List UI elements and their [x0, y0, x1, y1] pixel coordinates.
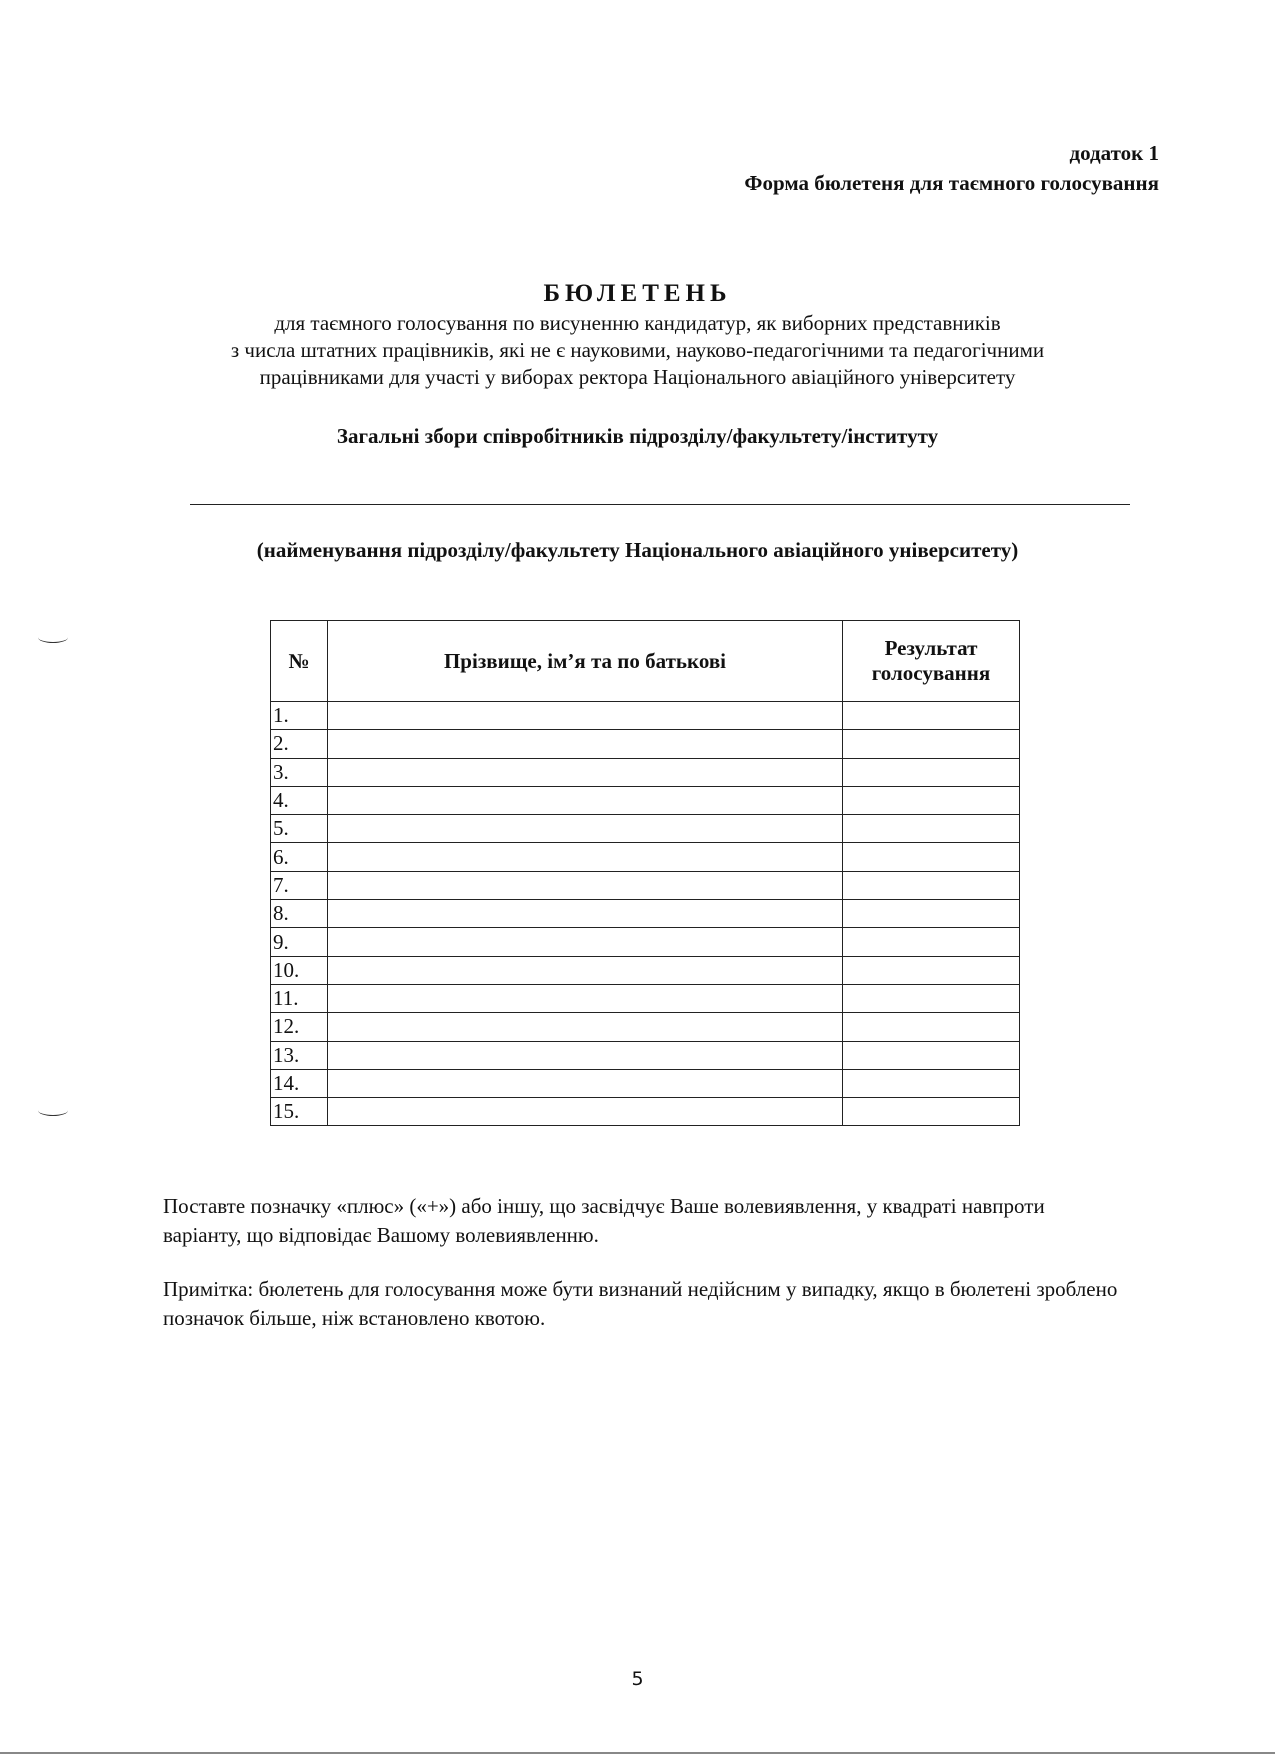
candidate-name-cell[interactable]	[328, 871, 843, 899]
row-number: 10.	[271, 956, 328, 984]
vote-result-cell[interactable]	[843, 928, 1020, 956]
candidate-name-cell[interactable]	[328, 815, 843, 843]
row-number: 15.	[271, 1098, 328, 1126]
invalid-ballot-note: Примітка: бюлетень для голосування може бути визнаний недійсним у випадку, якщо в бюлетені зроблено позначок більше, ніж встановлено квотою.	[163, 1277, 1118, 1330]
vote-result-cell[interactable]	[843, 900, 1020, 928]
appendix-header	[744, 138, 1159, 198]
scan-mark	[38, 1105, 68, 1116]
table-row	[271, 1013, 1020, 1041]
table-row	[271, 815, 1020, 843]
row-number: 4.	[271, 786, 328, 814]
candidate-name-cell[interactable]	[328, 843, 843, 871]
table-row	[271, 928, 1020, 956]
candidate-name-cell[interactable]	[328, 1069, 843, 1097]
mark-instruction: Поставте позначку «плюс» («+») або іншу, що засвідчує Ваше волевиявлення, у квадраті навпроти варіанту, що відповідає Вашому волевиявленню.	[163, 1194, 1045, 1247]
row-number: 13.	[271, 1041, 328, 1069]
row-number: 1.	[271, 702, 328, 730]
table-header-row	[271, 621, 1020, 702]
page-number: 5	[631, 1668, 644, 1690]
subtitle-line: з числа штатних працівників, які не є науковими, науково-педагогічними та педагогічними	[230, 338, 1045, 362]
vote-result-cell[interactable]	[843, 815, 1020, 843]
assembly-title: Загальні збори співробітників підрозділу/факультету/інституту	[336, 424, 939, 448]
header-vote-result: Результат голосування	[843, 621, 1020, 702]
candidate-name-cell[interactable]	[328, 758, 843, 786]
subtitle-line: працівниками для участі у виборах ректора Національного авіаційного університету	[259, 365, 1016, 389]
vote-result-cell[interactable]	[843, 1098, 1020, 1126]
row-number: 11.	[271, 984, 328, 1012]
table-row	[271, 758, 1020, 786]
candidates-table	[270, 620, 1020, 1126]
ballot-title: БЮЛЕТЕНЬ	[543, 280, 732, 307]
candidate-name-cell[interactable]	[328, 730, 843, 758]
row-number: 8.	[271, 900, 328, 928]
table-row	[271, 900, 1020, 928]
row-number: 7.	[271, 871, 328, 899]
vote-result-cell[interactable]	[843, 956, 1020, 984]
form-title: Форма бюлетеня для таємного голосування	[744, 171, 1159, 195]
candidate-name-cell[interactable]	[328, 1041, 843, 1069]
candidate-name-cell[interactable]	[328, 1098, 843, 1126]
row-number: 5.	[271, 815, 328, 843]
page-edge	[0, 1752, 1275, 1754]
vote-result-cell[interactable]	[843, 758, 1020, 786]
header-full-name: Прізвище, ім’я та по батькові	[328, 621, 843, 702]
table-row	[271, 1098, 1020, 1126]
candidate-name-cell[interactable]	[328, 956, 843, 984]
row-number: 6.	[271, 843, 328, 871]
appendix-label: додаток 1	[1069, 141, 1159, 165]
table-row	[271, 1069, 1020, 1097]
vote-result-cell[interactable]	[843, 1069, 1020, 1097]
row-number: 2.	[271, 730, 328, 758]
table-row	[271, 843, 1020, 871]
row-number: 9.	[271, 928, 328, 956]
vote-result-cell[interactable]	[843, 702, 1020, 730]
candidate-name-cell[interactable]	[328, 786, 843, 814]
ballot-subtitle	[138, 310, 1138, 391]
candidate-name-cell[interactable]	[328, 928, 843, 956]
vote-result-cell[interactable]	[843, 984, 1020, 1012]
subtitle-line: для таємного голосування по висуненню кандидатур, як виборних представників	[274, 311, 1001, 335]
row-number: 14.	[271, 1069, 328, 1097]
table-row	[271, 871, 1020, 899]
row-number: 3.	[271, 758, 328, 786]
table-row	[271, 984, 1020, 1012]
table-row	[271, 956, 1020, 984]
vote-result-cell[interactable]	[843, 871, 1020, 899]
vote-result-cell[interactable]	[843, 1013, 1020, 1041]
table-row	[271, 730, 1020, 758]
scan-mark	[38, 632, 68, 643]
table-row	[271, 786, 1020, 814]
vote-result-cell[interactable]	[843, 786, 1020, 814]
candidate-name-cell[interactable]	[328, 702, 843, 730]
row-number: 12.	[271, 1013, 328, 1041]
vote-result-cell[interactable]	[843, 843, 1020, 871]
unit-name-blank-line[interactable]	[190, 504, 1130, 505]
vote-result-cell[interactable]	[843, 1041, 1020, 1069]
header-number: №	[271, 621, 328, 702]
candidate-name-cell[interactable]	[328, 1013, 843, 1041]
candidate-name-cell[interactable]	[328, 984, 843, 1012]
table-row	[271, 1041, 1020, 1069]
vote-result-cell[interactable]	[843, 730, 1020, 758]
table-row	[271, 702, 1020, 730]
unit-name-caption: (найменування підрозділу/факультету Національного авіаційного університету)	[256, 538, 1019, 562]
ballot-heading	[0, 278, 1275, 391]
candidate-name-cell[interactable]	[328, 900, 843, 928]
